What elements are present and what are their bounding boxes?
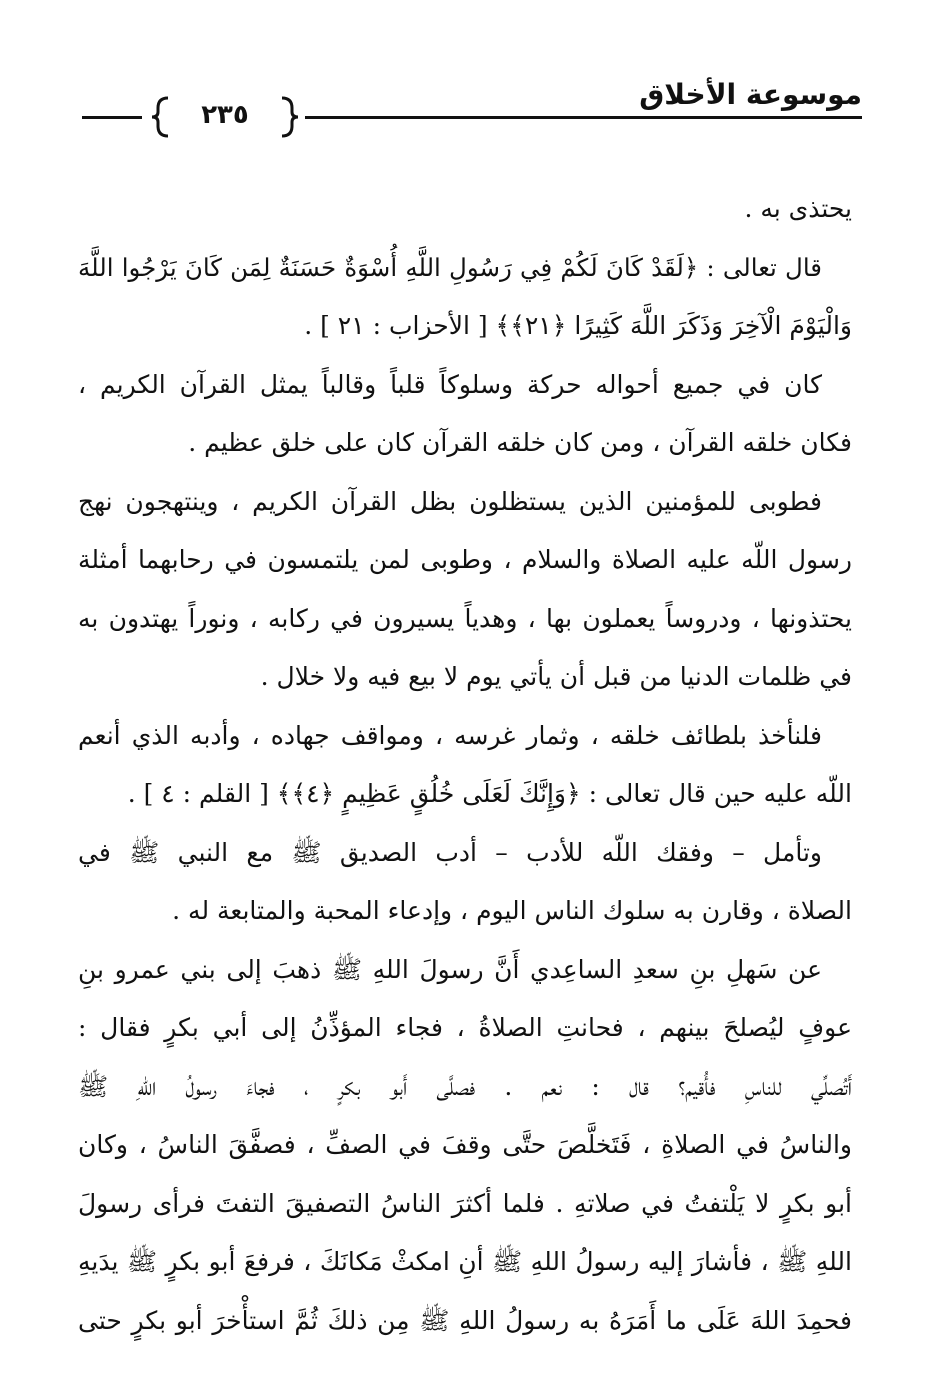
text-line: فلنأخذ بلطائف خلقه ، وثمار غرسه ، ومواقف جهاده ، وأدبه الذي أنعم [78,720,822,750]
text-line: اللّه عليه حين قال تعالى : ﴿وَإِنَّكَ لَعَلَى خُلُقٍ عَظِيمٍ ﴿٤﴾﴾ [ القلم : ٤ ] . [127,779,852,808]
text-line: رسول اللّه عليه الصلاة والسلام ، وطوبى لمن يلتمسون في رحابهما أمثلة [78,545,852,574]
text-line: فطوبى للمؤمنين الذين يستظلون بظل القرآن الكريم ، وينتهجون نهج [78,486,822,516]
text-line: والناسُ في الصلاةِ ، فَتَخلَّصَ حتَّى وقفَ في الصفِّ ، فصفَّقَ الناسُ ، وكان [78,1130,852,1159]
text-line: وَالْيَوْمَ الْآخِرَ وَذَكَرَ اللَّهَ كَثِيرًا ﴿٢١﴾﴾ [ الأحزاب : ٢١ ] . [304,311,852,340]
text-line: فحمِدَ اللهَ عَلَى ما أَمَرَهُ به رسولُ اللهِ ﷺ مِن ذلكَ ثُمَّ استأْخرَ أبو بكرٍ حتى [78,1305,852,1335]
book-title: موسوعة الأخلاق [639,78,862,111]
page-header [60,72,862,132]
text-line: عوفٍ ليُصلحَ بينهم ، فحانتِ الصلاةُ ، فجاء المؤذِّنُ إلى أبي بكرٍ فقال : [78,1013,852,1042]
text-line: قال تعالى : ﴿لَقَدْ كَانَ لَكُمْ فِي رَسُولِ اللَّهِ أُسْوَةٌ حَسَنَةٌ لِمَن كَانَ يَرْجُوا اللَّهَ [78,252,822,282]
text-line: يحتذونها ، ودروساً يعملون بها ، وهدياً يسيرون في ركابه ، ونوراً يهتدون به [78,603,852,633]
page-number-frame [150,94,300,140]
text-line: وتأمل – وفقك اللّه للأدب – أدب الصديق ﷺ مع النبي ﷺ في [78,837,822,867]
text-line: أبو بكرٍ لا يَلْتفتُ في صلاتهِ . فلما أكثرَ الناسُ التصفيقَ التفتَ فرأى رسولَ [78,1188,852,1218]
page-number: ٢٣٥ [201,100,249,130]
text-line: اللهِ ﷺ ، فأشارَ إليه رسولُ اللهِ ﷺ أنِ امكثْ مَكانَكَ ، فرفعَ أبو بكرٍ ﷺ يدَيهِ [78,1247,852,1276]
body-text [78,180,852,1350]
text-line: الصلاة ، وقارن به سلوك الناس اليوم ، وإدعاء المحبة والمتابعة له . [172,896,852,925]
header-rule-left [82,116,142,119]
text-line: أَتُصلِّي للناسِ فأُقيم؟ قال : نعم . فصلَّى أَبو بكرٍ ، فجاءَ رسولُ اللهِ ﷺ [78,1071,852,1101]
text-line: عن سَهلِ بنِ سعدِ الساعِدي أَنَّ رسولَ اللهِ ﷺ ذهبَ إلى بني عمرو بنِ [78,954,822,984]
text-line: في ظلمات الدنيا من قبل أن يأتي يوم لا بيع فيه ولا خلال . [260,662,852,691]
text-line: كان في جميع أحواله حركة وسلوكاً قلباً وقالباً يمثل القرآن الكريم ، [78,369,822,399]
text-line: يحتذى به . [744,194,852,223]
text-line: فكان خلقه القرآن ، ومن كان خلقه القرآن كان على خلق عظيم . [188,428,852,457]
header-rule-right [305,116,862,119]
